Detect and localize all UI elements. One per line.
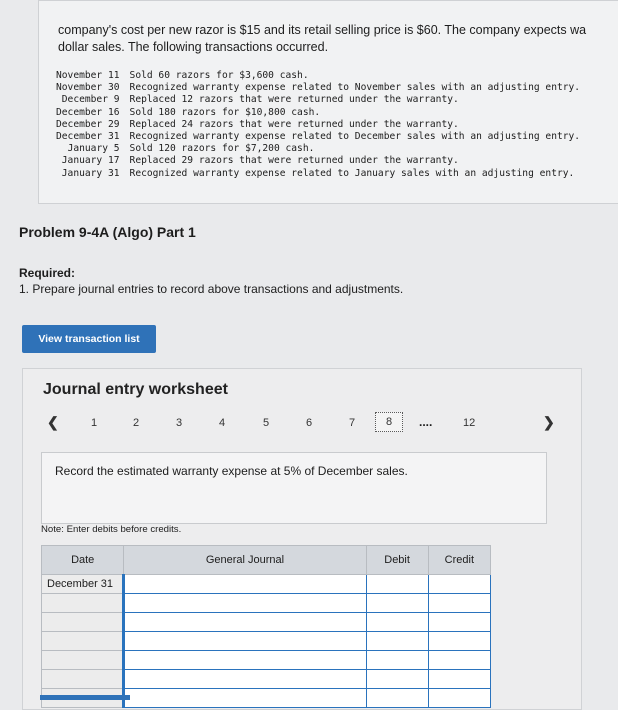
- problem-intro: [58, 22, 618, 56]
- transaction-row: [56, 143, 580, 155]
- transaction-text: Sold 120 razors for $7,200 cash.: [129, 143, 315, 155]
- page-6-button[interactable]: 6: [306, 417, 313, 429]
- journal-table: [41, 545, 491, 708]
- credit-input[interactable]: [428, 689, 490, 708]
- problem-title: Problem 9-4A (Algo) Part 1: [19, 224, 196, 240]
- page-4-button[interactable]: 4: [219, 417, 226, 429]
- page-7-button[interactable]: 7: [349, 417, 356, 429]
- date-cell[interactable]: [42, 613, 124, 632]
- debit-input[interactable]: [366, 575, 428, 594]
- page-2-button[interactable]: 2: [133, 417, 140, 429]
- date-cell[interactable]: [42, 670, 124, 689]
- transaction-row: [56, 168, 580, 180]
- instruction-box: [41, 452, 547, 524]
- transaction-text: Replaced 24 razors that were returned under the warranty.: [129, 118, 459, 130]
- account-input[interactable]: [124, 632, 366, 651]
- account-input[interactable]: [124, 594, 366, 613]
- debit-header: Debit: [366, 546, 428, 575]
- debit-input[interactable]: [366, 613, 428, 632]
- page-5-button[interactable]: 5: [263, 417, 270, 429]
- journal-row: [42, 651, 491, 670]
- general-journal-header: General Journal: [124, 546, 366, 575]
- page-12-button[interactable]: 12: [463, 417, 476, 429]
- transaction-row: [56, 94, 580, 106]
- journal-row: [42, 613, 491, 632]
- transaction-text: Replaced 12 razors that were returned under the warranty.: [129, 94, 459, 106]
- transaction-date: December 29: [56, 118, 120, 130]
- credit-input[interactable]: [428, 651, 490, 670]
- bottom-button-edge[interactable]: [40, 695, 130, 700]
- journal-row: [42, 575, 491, 594]
- account-input[interactable]: [124, 575, 366, 594]
- page-1-button[interactable]: 1: [91, 417, 98, 429]
- transaction-text: Sold 180 razors for $10,800 cash.: [129, 106, 321, 118]
- chevron-left-icon[interactable]: ❮: [47, 414, 59, 430]
- date-cell[interactable]: [42, 651, 124, 670]
- transaction-date: December 16: [56, 106, 120, 118]
- journal-row: [42, 632, 491, 651]
- date-cell[interactable]: [42, 594, 124, 613]
- date-header: Date: [42, 546, 124, 575]
- debit-input[interactable]: [366, 651, 428, 670]
- debit-input[interactable]: [366, 689, 428, 708]
- credit-input[interactable]: [428, 613, 490, 632]
- intro-line-2: dollar sales. The following transactions occurred.: [58, 40, 329, 54]
- transaction-text: Recognized warranty expense related to January sales with an adjusting entry.: [129, 167, 575, 179]
- view-transaction-list-button[interactable]: View transaction list: [22, 325, 156, 353]
- transaction-text: Recognized warranty expense related to December sales with an adjusting entry.: [129, 131, 581, 143]
- chevron-right-icon[interactable]: ❯: [543, 414, 555, 430]
- journal-row: [42, 670, 491, 689]
- account-input[interactable]: [124, 670, 366, 689]
- date-cell[interactable]: [42, 632, 124, 651]
- credit-input[interactable]: [428, 632, 490, 651]
- transaction-row: [56, 107, 580, 119]
- transaction-row: [56, 70, 580, 82]
- date-cell: December 31: [42, 575, 124, 594]
- transaction-list: [56, 70, 580, 180]
- transaction-row: [56, 119, 580, 131]
- required-label: Required:: [19, 266, 76, 280]
- debit-input[interactable]: [366, 594, 428, 613]
- debit-credit-note: Note: Enter debits before credits.: [41, 524, 182, 535]
- credit-input[interactable]: [428, 670, 490, 689]
- transaction-date: December 9: [61, 94, 120, 106]
- page-3-button[interactable]: 3: [176, 417, 183, 429]
- debit-input[interactable]: [366, 670, 428, 689]
- account-input[interactable]: [124, 613, 366, 632]
- transaction-date: November 11: [56, 70, 120, 81]
- transaction-date: November 30: [56, 82, 120, 94]
- credit-header: Credit: [428, 546, 490, 575]
- transaction-text: Replaced 29 razors that were returned under the warranty.: [129, 155, 459, 167]
- transaction-date: January 17: [61, 155, 120, 167]
- transaction-row: [56, 155, 580, 167]
- pager-ellipsis: ....: [419, 415, 433, 429]
- page-8-button[interactable]: 8: [375, 412, 403, 432]
- transaction-text: Sold 60 razors for $3,600 cash.: [129, 70, 309, 81]
- required-text: 1. Prepare journal entries to record above transactions and adjustments.: [19, 282, 404, 296]
- intro-line-1: company's cost per new razor is $15 and its retail selling price is $60. The company expects wa: [58, 23, 587, 37]
- worksheet-pager: [23, 411, 581, 441]
- instruction-text: Record the estimated warranty expense at 5% of December sales.: [55, 464, 408, 478]
- journal-entry-worksheet: [22, 368, 582, 710]
- transaction-date: January 5: [67, 143, 120, 155]
- transaction-date: January 31: [61, 167, 120, 179]
- transaction-text: Recognized warranty expense related to November sales with an adjusting entry.: [129, 82, 581, 94]
- worksheet-title: Journal entry worksheet: [43, 381, 228, 398]
- credit-input[interactable]: [428, 594, 490, 613]
- transaction-date: December 31: [56, 131, 120, 143]
- account-input[interactable]: [124, 689, 366, 708]
- transaction-row: [56, 82, 580, 94]
- debit-input[interactable]: [366, 632, 428, 651]
- journal-row: [42, 594, 491, 613]
- account-input[interactable]: [124, 651, 366, 670]
- transaction-row: [56, 131, 580, 143]
- credit-input[interactable]: [428, 575, 490, 594]
